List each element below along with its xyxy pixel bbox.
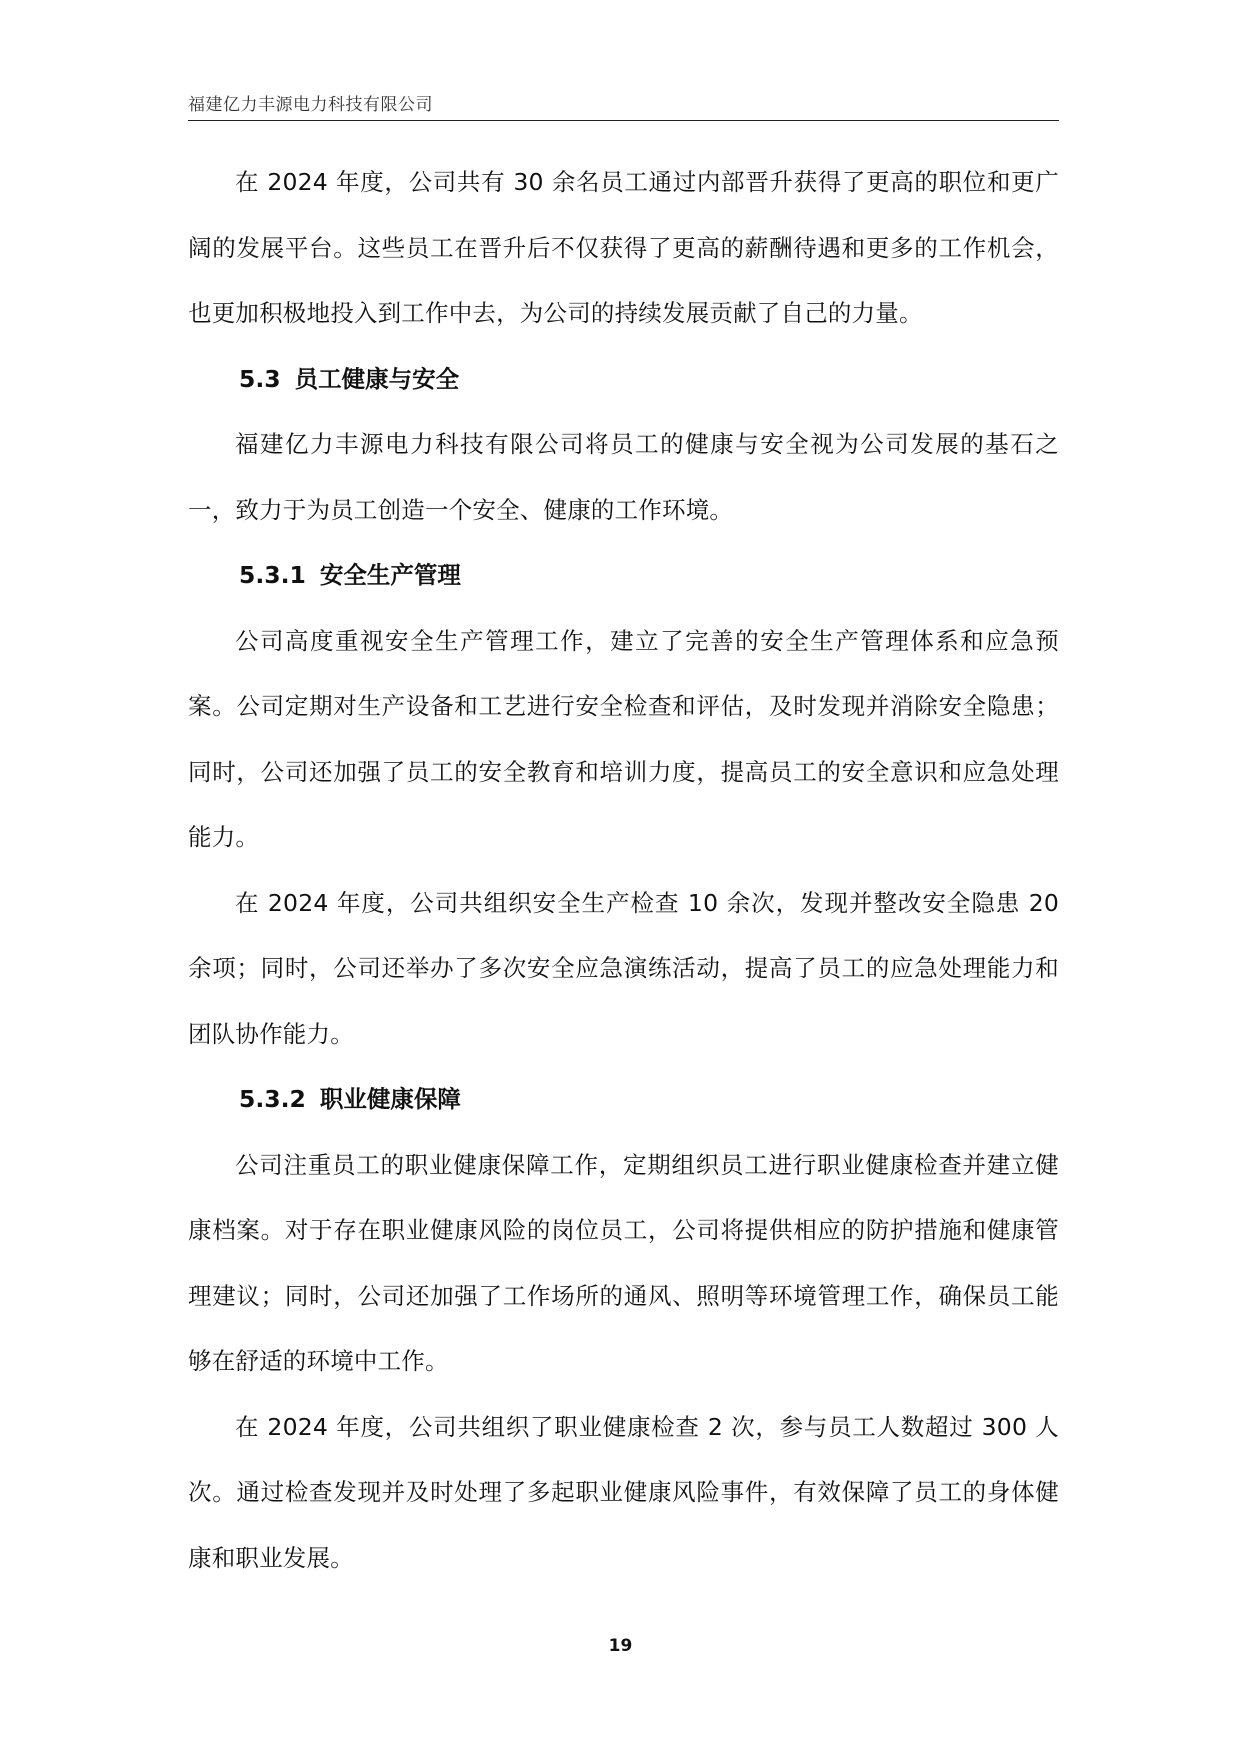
section-title: 安全生产管理 [319,561,461,589]
paragraph-occupational-health: 公司注重员工的职业健康保障工作，定期组织员工进行职业健康检查并建立健康档案。对于存在职业健康风险的岗位员工，公司将提供相应的防护措施和健康管理建议；同时，公司还加强了工作场所的通风、照明等环境管理工作，确保员工能够在舒适的环境中工作。 [188,1150,1059,1375]
section-number: 5.3.2 [239,1085,306,1113]
section-heading-5-3-2 [188,1067,1059,1133]
paragraph-safety-stats: 在 2024 年度，公司共组织安全生产检查 10 余次，发现并整改安全隐患 20 余项；同时，公司还举办了多次安全应急演练活动，提高了员工的应急处理能力和团队协作能力。 [188,888,1059,1048]
section-number: 5.3.1 [239,561,306,589]
page-header [188,88,1059,121]
paragraph-health-safety-intro: 福建亿力丰源电力科技有限公司将员工的健康与安全视为公司发展的基石之一，致力于为员工创造一个安全、健康的工作环境。 [188,430,1059,524]
section-title: 员工健康与安全 [294,364,460,393]
page-body [188,150,1059,1591]
header-company-name: 福建亿力丰源电力科技有限公司 [188,95,433,115]
paragraph-promotion: 在 2024 年度，公司共有 30 余名员工通过内部晋升获得了更高的职位和更广阔的发展平台。这些员工在晋升后不仅获得了更高的薪酬待遇和更多的工作机会，也更加积极地投入到工作中去，为公司的持续发展贡献了自己的力量。 [188,168,1059,327]
page-number: 19 [608,1636,633,1656]
paragraph-health-stats: 在 2024 年度，公司共组织了职业健康检查 2 次，参与员工人数超过 300 人次。通过检查发现并及时处理了多起职业健康风险事件，有效保障了员工的身体健康和职业发展。 [188,1412,1059,1572]
section-heading-5-3 [188,347,1059,413]
section-heading-5-3-1 [188,543,1059,609]
section-number: 5.3 [239,364,281,393]
paragraph-safety-management: 公司高度重视安全生产管理工作，建立了完善的安全生产管理体系和应急预案。公司定期对生产设备和工艺进行安全检查和评估，及时发现并消除安全隐患；同时，公司还加强了员工的安全教育和培训力度，提高员工的安全意识和应急处理能力。 [188,626,1059,851]
section-title: 职业健康保障 [319,1085,461,1113]
